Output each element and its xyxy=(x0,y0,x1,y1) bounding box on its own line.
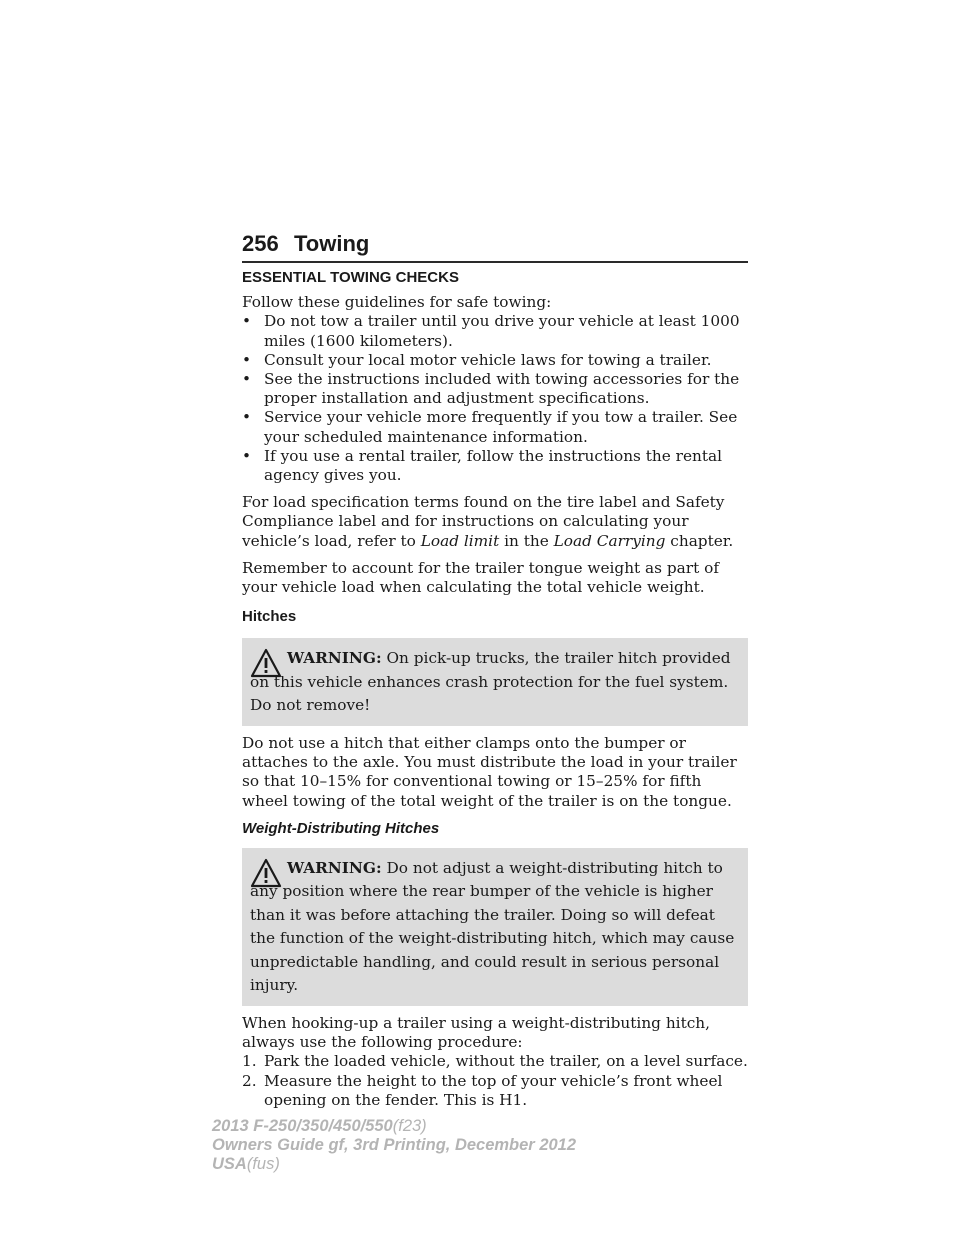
remember-paragraph: Remember to account for the trailer tongue weight as part of your vehicle load when calculating the total vehicle weight. xyxy=(242,558,719,597)
list-item: • If you use a rental trailer, follow the instructions the rental agency gives you. xyxy=(242,446,723,485)
procedure-intro: When hooking-up a trailer using a weight-distributing hitch, always use the following procedure: xyxy=(242,1013,710,1052)
bullet-icon: • xyxy=(242,370,252,389)
warning-box xyxy=(242,848,748,1006)
footer-line-model: 2013 F-250/350/450/550(f23) xyxy=(212,1117,427,1135)
load-limit-reference: Load limit xyxy=(420,531,500,550)
load-carrying-reference: Load Carrying xyxy=(553,531,666,550)
section-title: ESSENTIAL TOWING CHECKS xyxy=(242,269,459,286)
hitches-heading: Hitches xyxy=(242,608,297,626)
hitches-paragraph: Do not use a hitch that either clamps onto the bumper or attaches to the axle. You must distribute the load in your trailer so that 10–15% for conventional towing or 15–25% for fifth wheel towing of the total weight of the trailer is on the tongue. xyxy=(242,733,737,810)
warning-text: Do not adjust a weight-distributing hitch to any position where the rear bumper of the vehicle is higher than it was before attaching the trailer. Doing so will defeat the function of the weight-distributing hitch, which may cause unpredictable handling, and could result in serious personal injury. xyxy=(250,858,735,995)
list-item: • Do not tow a trailer until you drive your vehicle at least 1000 miles (1600 kilometers). xyxy=(242,312,740,350)
list-item: • Consult your local motor vehicle laws for towing a trailer. xyxy=(242,350,712,369)
bullet-icon: • xyxy=(242,350,252,369)
load-spec-paragraph: For load specification terms found on the tire label and Safety Compliance label and for instructions on calculating your vehicle’s load, refer to Load limit in the Load Carrying chapter. xyxy=(242,493,734,550)
bullet-icon: • xyxy=(242,446,252,465)
guidelines-list xyxy=(242,312,748,485)
print-footer xyxy=(212,1117,576,1174)
warning-box xyxy=(242,638,748,726)
intro-text: Follow these guidelines for safe towing: xyxy=(242,293,552,312)
bullet-icon: • xyxy=(242,408,252,427)
chapter-title: Towing xyxy=(294,231,370,256)
warning-triangle-icon xyxy=(250,858,282,888)
list-item: • See the instructions included with towing accessories for the proper installation and adjustment specifications. xyxy=(242,370,740,408)
wdh-heading: Weight-Distributing Hitches xyxy=(242,819,440,837)
warning-label: WARNING: xyxy=(287,858,382,877)
page-content xyxy=(242,268,748,1110)
warning-label: WARNING: xyxy=(287,649,382,668)
warning-text: On pick-up trucks, the trailer hitch provided on this vehicle enhances crash protection for the fuel system. Do not remove! xyxy=(250,649,731,715)
warning-triangle-icon xyxy=(250,648,282,678)
footer-line-market: USA(fus) xyxy=(212,1155,280,1173)
page-number: 256 xyxy=(242,231,279,256)
step-item: 2. Measure the height to the top of your vehicle’s front wheel opening on the fender. This is H1. xyxy=(242,1071,723,1109)
page-header xyxy=(242,229,748,263)
procedure-steps xyxy=(242,1052,748,1110)
list-item: • Service your vehicle more frequently if you tow a trailer. See your scheduled maintenance information. xyxy=(242,408,738,446)
footer-line-edition: Owners Guide gf, 3rd Printing, December 2012 xyxy=(212,1136,577,1154)
bullet-icon: • xyxy=(242,312,252,331)
step-item: 1. Park the loaded vehicle, without the trailer, on a level surface. xyxy=(242,1052,748,1071)
